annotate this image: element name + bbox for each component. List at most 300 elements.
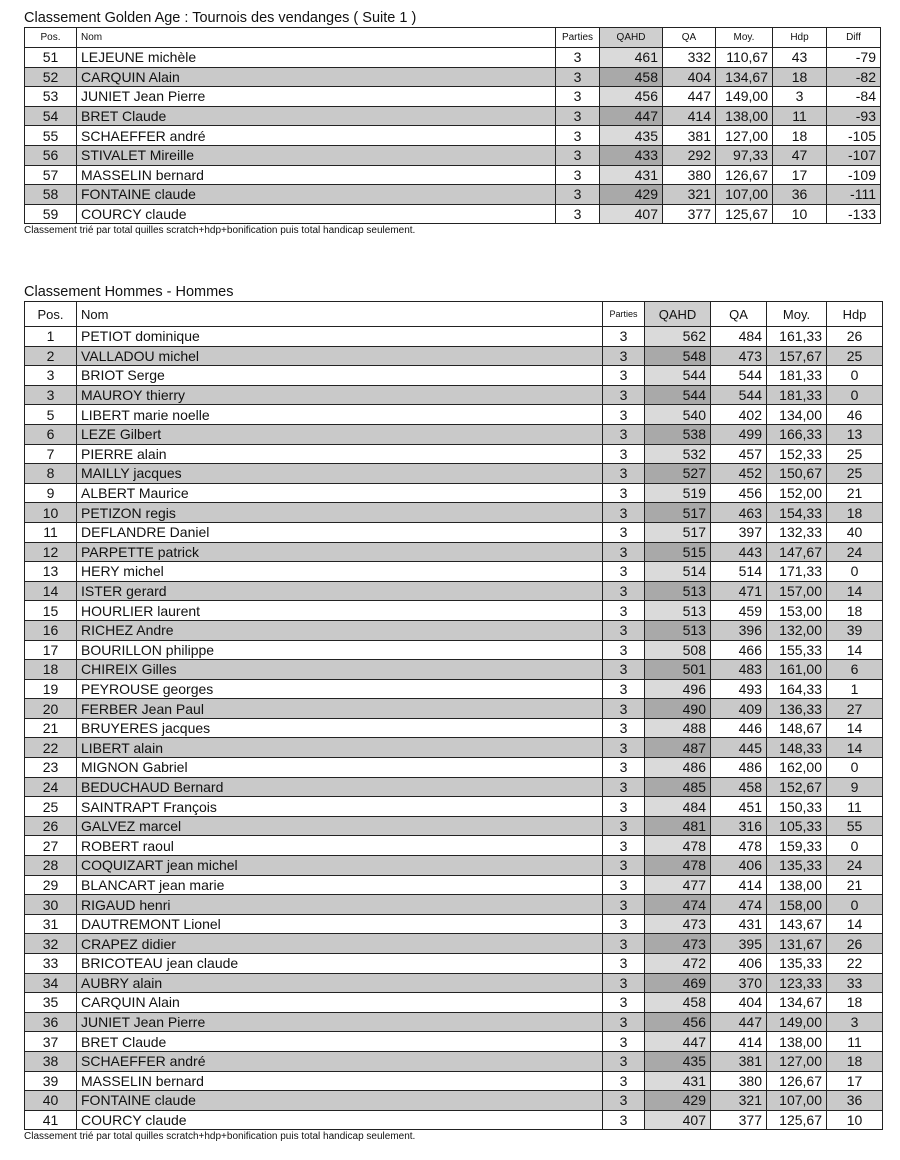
cell-qahd: 508 [645,640,711,660]
cell-qa: 445 [711,738,767,758]
cell-parties: 3 [603,973,645,993]
cell-moy: 135,33 [767,954,827,974]
cell-qahd: 435 [645,1051,711,1071]
cell-qa: 459 [711,601,767,621]
cell-hdp: 10 [773,204,827,224]
col-header-qa: QA [711,302,767,327]
cell-parties: 3 [603,1110,645,1130]
table-row [25,1051,883,1071]
cell-hdp: 3 [773,87,827,107]
cell-qahd: 435 [600,126,663,146]
cell-parties: 3 [603,856,645,876]
cell-qa: 457 [711,444,767,464]
cell-nom: DEFLANDRE Daniel [77,522,603,542]
col-header-hdp: Hdp [827,302,883,327]
cell-hdp: 43 [773,48,827,68]
table-row [25,464,883,484]
cell-qa: 404 [663,67,716,87]
table-row [25,1071,883,1091]
golden-age-title: Classement Golden Age : Tournois des vendanges ( Suite 1 ) [24,10,417,26]
table-row [25,914,883,934]
table-row [25,758,883,778]
cell-pos: 27 [25,836,77,856]
cell-pos: 15 [25,601,77,621]
table-row [25,718,883,738]
cell-pos: 9 [25,483,77,503]
cell-qa: 380 [711,1071,767,1091]
cell-parties: 3 [603,327,645,347]
cell-parties: 3 [603,1071,645,1091]
cell-parties: 3 [603,346,645,366]
cell-qa: 443 [711,542,767,562]
cell-moy: 157,00 [767,581,827,601]
cell-hdp: 21 [827,483,883,503]
cell-nom: GALVEZ marcel [77,816,603,836]
table-row [25,87,881,107]
table-row [25,204,881,224]
table-row [25,1110,883,1130]
table-row [25,185,881,205]
cell-nom: MAILLY jacques [77,464,603,484]
cell-moy: 107,00 [767,1091,827,1111]
table-row [25,1032,883,1052]
table-row [25,522,883,542]
cell-moy: 132,33 [767,522,827,542]
cell-pos: 35 [25,993,77,1013]
cell-pos: 24 [25,777,77,797]
cell-qahd: 429 [645,1091,711,1111]
cell-parties: 3 [603,679,645,699]
cell-parties: 3 [603,562,645,582]
cell-qa: 471 [711,581,767,601]
table-row [25,48,881,68]
cell-moy: 134,67 [716,67,773,87]
cell-qahd: 458 [600,67,663,87]
cell-qa: 409 [711,699,767,719]
cell-moy: 152,00 [767,483,827,503]
cell-moy: 161,00 [767,660,827,680]
cell-qahd: 481 [645,816,711,836]
cell-moy: 157,67 [767,346,827,366]
cell-nom: STIVALET Mireille [77,145,556,165]
table-row [25,483,883,503]
table-row [25,699,883,719]
cell-hdp: 0 [827,836,883,856]
cell-qahd: 431 [645,1071,711,1091]
golden-age-footnote: Classement trié par total quilles scratch+hdp+bonification puis total handicap seulement. [24,225,416,237]
cell-qahd: 490 [645,699,711,719]
cell-moy: 134,67 [767,993,827,1013]
cell-qahd: 433 [600,145,663,165]
cell-moy: 152,67 [767,777,827,797]
cell-qahd: 478 [645,836,711,856]
cell-moy: 132,00 [767,620,827,640]
cell-qa: 397 [711,522,767,542]
hommes-header-row [25,302,883,327]
cell-qahd: 532 [645,444,711,464]
cell-diff: -107 [827,145,881,165]
cell-nom: JUNIET Jean Pierre [77,1012,603,1032]
cell-qa: 463 [711,503,767,523]
cell-parties: 3 [603,483,645,503]
table-row [25,738,883,758]
cell-pos: 18 [25,660,77,680]
cell-moy: 127,00 [767,1051,827,1071]
cell-qa: 381 [711,1051,767,1071]
col-header-pos: Pos. [25,302,77,327]
col-header-parties: Parties [603,302,645,327]
cell-qa: 404 [711,993,767,1013]
cell-hdp: 14 [827,738,883,758]
cell-nom: HOURLIER laurent [77,601,603,621]
cell-nom: BRET Claude [77,106,556,126]
cell-moy: 125,67 [716,204,773,224]
cell-nom: BRET Claude [77,1032,603,1052]
cell-parties: 3 [603,895,645,915]
cell-qahd: 527 [645,464,711,484]
cell-hdp: 39 [827,620,883,640]
cell-qahd: 461 [600,48,663,68]
cell-pos: 29 [25,875,77,895]
cell-pos: 26 [25,816,77,836]
cell-diff: -79 [827,48,881,68]
cell-nom: BRUYERES jacques [77,718,603,738]
cell-hdp: 25 [827,464,883,484]
cell-moy: 136,33 [767,699,827,719]
cell-parties: 3 [603,718,645,738]
cell-qa: 395 [711,934,767,954]
cell-parties: 3 [603,934,645,954]
cell-parties: 3 [603,914,645,934]
cell-pos: 51 [25,48,77,68]
cell-qahd: 515 [645,542,711,562]
col-header-parties: Parties [556,28,600,48]
cell-hdp: 24 [827,542,883,562]
cell-hdp: 26 [827,327,883,347]
cell-qahd: 478 [645,856,711,876]
cell-qa: 514 [711,562,767,582]
cell-moy: 97,33 [716,145,773,165]
cell-nom: FERBER Jean Paul [77,699,603,719]
cell-pos: 37 [25,1032,77,1052]
cell-qahd: 456 [645,1012,711,1032]
cell-nom: BRIOT Serge [77,366,603,386]
cell-hdp: 1 [827,679,883,699]
cell-nom: MIGNON Gabriel [77,758,603,778]
cell-parties: 3 [556,185,600,205]
cell-pos: 38 [25,1051,77,1071]
cell-pos: 21 [25,718,77,738]
cell-nom: ISTER gerard [77,581,603,601]
cell-parties: 3 [603,464,645,484]
cell-pos: 2 [25,346,77,366]
cell-pos: 8 [25,464,77,484]
cell-parties: 3 [603,503,645,523]
cell-qa: 321 [711,1091,767,1111]
cell-hdp: 46 [827,405,883,425]
cell-nom: COURCY claude [77,1110,603,1130]
cell-hdp: 36 [827,1091,883,1111]
cell-parties: 3 [603,660,645,680]
cell-moy: 147,67 [767,542,827,562]
cell-diff: -93 [827,106,881,126]
cell-nom: PARPETTE patrick [77,542,603,562]
cell-qa: 316 [711,816,767,836]
hommes-table [24,301,883,1130]
table-row [25,562,883,582]
cell-parties: 3 [603,601,645,621]
table-row [25,542,883,562]
cell-hdp: 11 [827,1032,883,1052]
cell-qa: 321 [663,185,716,205]
cell-diff: -84 [827,87,881,107]
hommes-footnote: Classement trié par total quilles scratch+hdp+bonification puis total handicap seulement. [24,1131,416,1143]
cell-moy: 123,33 [767,973,827,993]
cell-hdp: 0 [827,366,883,386]
cell-moy: 150,67 [767,464,827,484]
cell-nom: CARQUIN Alain [77,993,603,1013]
table-row [25,444,883,464]
cell-qa: 451 [711,797,767,817]
cell-hdp: 40 [827,522,883,542]
cell-hdp: 55 [827,816,883,836]
cell-hdp: 14 [827,718,883,738]
cell-qahd: 540 [645,405,711,425]
cell-moy: 138,00 [716,106,773,126]
cell-parties: 3 [556,145,600,165]
cell-parties: 3 [603,581,645,601]
cell-pos: 25 [25,797,77,817]
cell-qa: 332 [663,48,716,68]
table-row [25,679,883,699]
table-row [25,67,881,87]
cell-qa: 370 [711,973,767,993]
cell-parties: 3 [603,954,645,974]
cell-nom: JUNIET Jean Pierre [77,87,556,107]
cell-qahd: 488 [645,718,711,738]
cell-hdp: 3 [827,1012,883,1032]
cell-pos: 32 [25,934,77,954]
cell-moy: 143,67 [767,914,827,934]
cell-qa: 377 [711,1110,767,1130]
cell-nom: MASSELIN bernard [77,165,556,185]
cell-nom: PETIOT dominique [77,327,603,347]
cell-parties: 3 [603,405,645,425]
table-row [25,503,883,523]
cell-qahd: 473 [645,914,711,934]
cell-moy: 105,33 [767,816,827,836]
cell-hdp: 18 [827,1051,883,1071]
cell-parties: 3 [603,366,645,386]
cell-parties: 3 [603,816,645,836]
cell-parties: 3 [603,620,645,640]
cell-qa: 486 [711,758,767,778]
cell-nom: COURCY claude [77,204,556,224]
cell-pos: 30 [25,895,77,915]
cell-hdp: 21 [827,875,883,895]
table-row [25,424,883,444]
cell-diff: -105 [827,126,881,146]
table-row [25,954,883,974]
cell-hdp: 0 [827,895,883,915]
cell-qahd: 447 [645,1032,711,1052]
cell-nom: BOURILLON philippe [77,640,603,660]
cell-pos: 53 [25,87,77,107]
cell-moy: 126,67 [716,165,773,185]
golden-age-section [24,9,881,237]
cell-qahd: 548 [645,346,711,366]
cell-parties: 3 [603,1012,645,1032]
cell-moy: 149,00 [767,1012,827,1032]
cell-pos: 55 [25,126,77,146]
cell-pos: 14 [25,581,77,601]
cell-qa: 446 [711,718,767,738]
cell-hdp: 0 [827,385,883,405]
cell-nom: AUBRY alain [77,973,603,993]
cell-qa: 544 [711,385,767,405]
cell-pos: 11 [25,522,77,542]
cell-nom: RICHEZ Andre [77,620,603,640]
cell-hdp: 18 [827,993,883,1013]
cell-nom: ALBERT Maurice [77,483,603,503]
cell-qa: 377 [663,204,716,224]
cell-qa: 493 [711,679,767,699]
table-row [25,366,883,386]
cell-pos: 6 [25,424,77,444]
cell-pos: 39 [25,1071,77,1091]
hommes-section [24,283,883,1143]
cell-pos: 31 [25,914,77,934]
cell-qahd: 472 [645,954,711,974]
cell-qahd: 562 [645,327,711,347]
cell-qa: 406 [711,954,767,974]
cell-parties: 3 [603,640,645,660]
cell-qahd: 486 [645,758,711,778]
cell-nom: CRAPEZ didier [77,934,603,954]
cell-pos: 41 [25,1110,77,1130]
cell-qa: 431 [711,914,767,934]
cell-hdp: 0 [827,562,883,582]
cell-qa: 484 [711,327,767,347]
cell-qa: 381 [663,126,716,146]
cell-parties: 3 [603,993,645,1013]
cell-hdp: 22 [827,954,883,974]
cell-hdp: 17 [827,1071,883,1091]
cell-qahd: 538 [645,424,711,444]
cell-moy: 164,33 [767,679,827,699]
cell-parties: 3 [556,165,600,185]
cell-qa: 544 [711,366,767,386]
cell-qahd: 456 [600,87,663,107]
cell-parties: 3 [603,444,645,464]
cell-moy: 155,33 [767,640,827,660]
cell-diff: -109 [827,165,881,185]
cell-qahd: 407 [600,204,663,224]
cell-moy: 159,33 [767,836,827,856]
cell-qa: 456 [711,483,767,503]
table-row [25,836,883,856]
cell-nom: PETIZON regis [77,503,603,523]
cell-nom: DAUTREMONT Lionel [77,914,603,934]
cell-pos: 20 [25,699,77,719]
col-header-hdp: Hdp [773,28,827,48]
cell-qahd: 513 [645,581,711,601]
cell-nom: PEYROUSE georges [77,679,603,699]
cell-qahd: 407 [645,1110,711,1130]
cell-pos: 3 [25,366,77,386]
cell-moy: 181,33 [767,366,827,386]
cell-qahd: 519 [645,483,711,503]
cell-hdp: 13 [827,424,883,444]
cell-qahd: 484 [645,797,711,817]
cell-qahd: 469 [645,973,711,993]
cell-nom: VALLADOU michel [77,346,603,366]
cell-hdp: 26 [827,934,883,954]
col-header-qahd: QAHD [645,302,711,327]
cell-qa: 478 [711,836,767,856]
col-header-qa: QA [663,28,716,48]
cell-qa: 414 [663,106,716,126]
cell-qahd: 485 [645,777,711,797]
cell-pos: 33 [25,954,77,974]
cell-nom: LIBERT marie noelle [77,405,603,425]
table-row [25,1091,883,1111]
cell-hdp: 11 [827,797,883,817]
cell-pos: 17 [25,640,77,660]
cell-parties: 3 [603,542,645,562]
cell-pos: 57 [25,165,77,185]
cell-pos: 7 [25,444,77,464]
cell-nom: CHIREIX Gilles [77,660,603,680]
table-row [25,405,883,425]
table-row [25,875,883,895]
cell-hdp: 24 [827,856,883,876]
cell-moy: 152,33 [767,444,827,464]
cell-qa: 452 [711,464,767,484]
cell-hdp: 33 [827,973,883,993]
table-row [25,106,881,126]
cell-hdp: 18 [827,601,883,621]
cell-moy: 158,00 [767,895,827,915]
cell-moy: 166,33 [767,424,827,444]
cell-parties: 3 [603,738,645,758]
cell-pos: 54 [25,106,77,126]
golden-age-header-row [25,28,881,48]
cell-qa: 466 [711,640,767,660]
cell-moy: 126,67 [767,1071,827,1091]
golden-age-table [24,27,881,224]
cell-moy: 153,00 [767,601,827,621]
cell-moy: 110,67 [716,48,773,68]
table-row [25,620,883,640]
cell-hdp: 18 [773,67,827,87]
cell-hdp: 25 [827,444,883,464]
cell-qahd: 431 [600,165,663,185]
cell-hdp: 0 [827,758,883,778]
cell-qa: 414 [711,1032,767,1052]
cell-parties: 3 [603,1091,645,1111]
cell-moy: 131,67 [767,934,827,954]
cell-pos: 56 [25,145,77,165]
cell-qahd: 513 [645,601,711,621]
cell-parties: 3 [603,758,645,778]
cell-moy: 150,33 [767,797,827,817]
cell-qa: 292 [663,145,716,165]
cell-parties: 3 [556,204,600,224]
cell-pos: 23 [25,758,77,778]
cell-pos: 36 [25,1012,77,1032]
table-row [25,601,883,621]
